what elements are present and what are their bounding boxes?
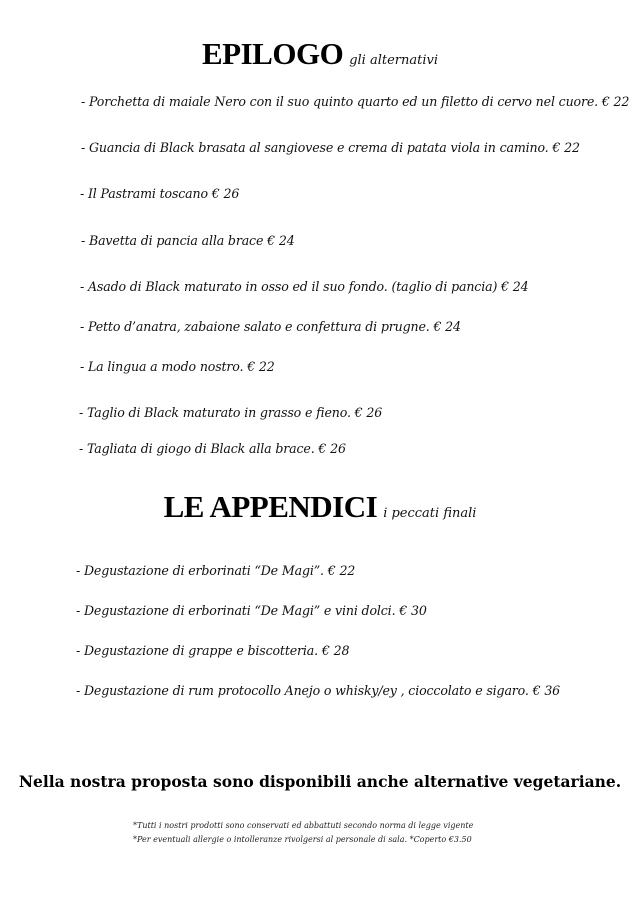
menu-item: - La lingua a modo nostro. € 22	[80, 359, 275, 374]
menu-item: - Asado di Black maturato in osso ed il suo fondo. (taglio di pancia) € 24	[80, 279, 529, 294]
menu-item: - Guancia di Black brasata al sangiovese e crema di patata viola in camino. € 22	[81, 140, 580, 155]
menu-item: - Il Pastrami toscano € 26	[80, 186, 240, 201]
menu-item: - Petto d’anatra, zabaione salato e confettura di prugne. € 24	[80, 319, 461, 334]
menu-item: - Degustazione di erborinati “De Magi” e vini dolci. € 30	[76, 603, 427, 618]
epilogo-heading	[0, 36, 640, 72]
epilogo-title: EPILOGO	[201, 36, 344, 71]
footnote: *Per eventuali allergie o intolleranze rivolgersi al personale di sala. *Coperto €3.50	[133, 835, 472, 844]
appendici-title: LE APPENDICI	[163, 489, 378, 524]
appendici-heading	[0, 489, 640, 525]
menu-item: - Porchetta di maiale Nero con il suo quinto quarto ed un filetto di cervo nel cuore. € 22	[81, 94, 630, 109]
menu-item: - Degustazione di rum protocollo Anejo o whisky/ey , cioccolato e sigaro. € 36	[76, 683, 561, 698]
menu-item: - Degustazione di erborinati “De Magi”. € 22	[76, 563, 356, 578]
menu-item: - Bavetta di pancia alla brace € 24	[81, 233, 295, 248]
menu-item: - Taglio di Black maturato in grasso e fieno. € 26	[79, 405, 383, 420]
menu-item: - Tagliata di giogo di Black alla brace. € 26	[79, 441, 346, 456]
vegetarian-notice: Nella nostra proposta sono disponibili anche alternative vegetariane.	[18, 772, 622, 791]
menu-item: - Degustazione di grappe e biscotteria. € 28	[76, 643, 350, 658]
appendici-subtitle: i peccati finali	[383, 506, 477, 521]
epilogo-subtitle: gli alternativi	[349, 53, 439, 68]
footnote: *Tutti i nostri prodotti sono conservati ed abbattuti secondo norma di legge vigente	[133, 821, 474, 830]
